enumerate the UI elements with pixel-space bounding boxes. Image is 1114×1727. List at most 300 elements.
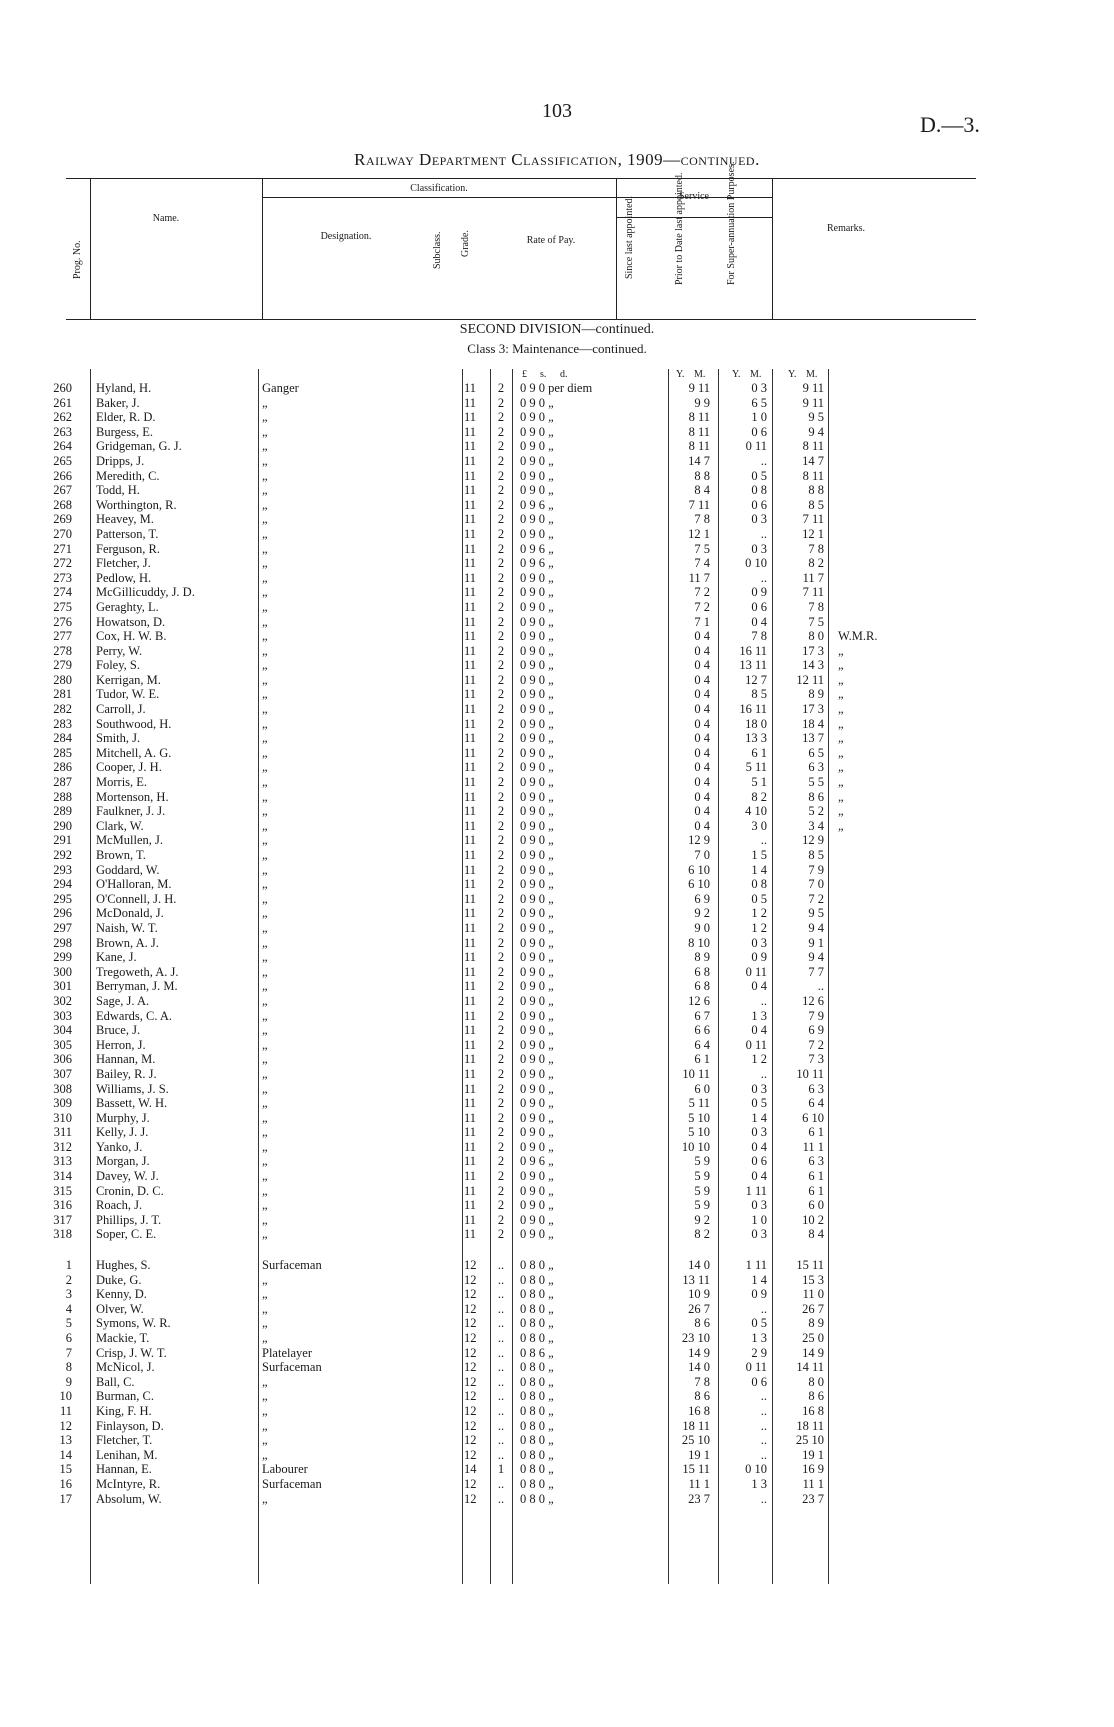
designation-cell: „	[262, 920, 268, 935]
table-row	[0, 1213, 1114, 1228]
superannuation-cell: 14 3	[802, 658, 824, 673]
prog-no-cell: 316	[53, 1198, 72, 1213]
superannuation-cell: 15 3	[802, 1272, 824, 1287]
designation-cell: „	[262, 1066, 268, 1081]
designation-cell: „	[262, 599, 268, 614]
employee-name-cell: Hyland, H.	[96, 381, 152, 395]
employee-name-cell: Mortenson, H.	[96, 789, 169, 804]
superannuation-cell: 12 1	[802, 526, 824, 541]
employee-name-cell: Hannan, E.	[96, 1462, 152, 1477]
prog-no-cell: 15	[59, 1462, 72, 1477]
table-row	[0, 673, 1114, 688]
subclass-cell: 11	[464, 512, 477, 527]
table-row	[0, 1125, 1114, 1140]
subclass-cell: 11	[464, 1081, 477, 1096]
prior-to-date-cell: 0 6	[751, 1374, 767, 1389]
prior-to-date-cell: 0 8	[751, 483, 767, 498]
employee-name-cell: Naish, W. T.	[96, 920, 158, 935]
prog-no-cell: 3	[65, 1287, 72, 1302]
prior-to-date-cell: 0 3	[751, 541, 767, 556]
table-row	[0, 746, 1114, 761]
rate-of-pay-cell: 0 9 0 „	[520, 1023, 554, 1038]
prog-no-cell: 295	[53, 891, 72, 906]
table-row	[0, 396, 1114, 411]
since-last-appointed-cell: 5 9	[694, 1183, 710, 1198]
table-row	[0, 848, 1114, 863]
subclass-cell: 11	[464, 891, 477, 906]
table-row	[0, 498, 1114, 513]
table-row	[0, 1346, 1114, 1361]
page-title: Railway Department Classification, 1909—continued.	[354, 150, 760, 169]
grade-cell: 2	[497, 1125, 505, 1140]
prior-to-date-cell: 0 11	[745, 1037, 767, 1052]
grade-cell: 2	[497, 1227, 505, 1242]
prog-no-cell: 1	[65, 1258, 72, 1273]
grade-cell: 2	[497, 395, 505, 410]
table-row	[0, 425, 1114, 440]
subclass-cell: 11	[464, 833, 477, 848]
subclass-cell: 11	[464, 1212, 477, 1227]
table-row	[0, 527, 1114, 542]
employee-name-cell: Goddard, W.	[96, 862, 160, 877]
rate-of-pay-cell: 0 8 0 „	[520, 1316, 554, 1331]
designation-cell: „	[262, 1301, 268, 1316]
grade-cell: 2	[497, 658, 505, 673]
remarks-cell: „	[838, 643, 844, 658]
subclass-cell: 11	[464, 731, 477, 746]
designation-header: Designation.	[320, 231, 372, 242]
superannuation-cell: 7 8	[808, 599, 824, 614]
superannuation-cell: 10 2	[802, 1212, 824, 1227]
grade-cell: 2	[497, 453, 505, 468]
prior-to-date-cell: 1 3	[751, 1008, 767, 1023]
grade-cell: 2	[497, 833, 505, 848]
since-last-appointed-cell: 8 11	[688, 439, 710, 454]
subclass-cell: 11	[464, 439, 477, 454]
employee-name-cell: Worthington, R.	[96, 497, 177, 512]
rate-of-pay-cell: 0 9 0 „	[520, 410, 554, 425]
table-row	[0, 906, 1114, 921]
superannuation-cell: 9 4	[808, 950, 824, 965]
table-row	[0, 658, 1114, 673]
designation-cell: „	[262, 395, 268, 410]
subclass-cell: 12	[464, 1403, 477, 1418]
designation-cell: „	[262, 614, 268, 629]
prior-date-header: Prior to Date last appointed.	[674, 172, 685, 285]
prog-no-cell: 270	[53, 526, 72, 541]
since-last-appointed-cell: 7 5	[694, 541, 710, 556]
since-last-appointed-cell: 12 1	[688, 526, 710, 541]
employee-name-cell: Cooper, J. H.	[96, 760, 162, 775]
since-last-appointed-cell: 5 9	[694, 1198, 710, 1213]
superannuation-cell: 6 9	[808, 1023, 824, 1038]
employee-name-cell: Brown, T.	[96, 848, 146, 862]
prog-no-cell: 14	[59, 1447, 72, 1462]
rate-of-pay-cell: 0 9 6 „	[520, 556, 554, 571]
designation-cell: „	[262, 1331, 268, 1345]
rate-of-pay-cell: 0 9 0 „	[520, 585, 554, 600]
grade-cell: 2	[497, 1037, 505, 1052]
designation-cell: „	[262, 1491, 268, 1506]
employee-name-cell: Clark, W.	[96, 818, 144, 833]
prior-to-date-cell: ..	[760, 833, 767, 848]
table-row	[0, 512, 1114, 527]
employee-name-cell: Heavey, M.	[96, 512, 154, 527]
subclass-cell: 12	[464, 1476, 477, 1491]
table-row	[0, 644, 1114, 659]
rate-of-pay-cell: 0 8 0 „	[520, 1476, 554, 1491]
since-last-appointed-cell: 6 6	[694, 1023, 710, 1038]
designation-cell: „	[262, 702, 268, 717]
subclass-cell: 11	[464, 993, 477, 1008]
superannuation-cell: 5 5	[808, 775, 824, 790]
designation-cell: „	[262, 424, 268, 439]
prior-to-date-cell: 8 5	[751, 687, 767, 702]
employee-name-cell: Lenihan, M.	[96, 1447, 158, 1462]
since-last-appointed-cell: 0 4	[694, 789, 710, 804]
since-last-appointed-cell: 6 4	[694, 1037, 710, 1052]
designation-cell: „	[262, 1169, 268, 1184]
grade-cell: 2	[497, 381, 505, 395]
employee-name-cell: Kane, J.	[96, 950, 137, 965]
prior-to-date-cell: ..	[760, 1491, 767, 1506]
superannuation-cell: 8 9	[808, 1316, 824, 1331]
prog-no-cell: 297	[53, 920, 72, 935]
grade-cell: 2	[497, 483, 505, 498]
rate-of-pay-cell: 0 9 0 „	[520, 716, 554, 731]
designation-cell: Ganger	[262, 381, 299, 395]
remarks-cell: „	[838, 760, 844, 775]
class-title: Class 3: Maintenance—continued.	[467, 341, 647, 356]
rate-of-pay-cell: 0 9 0 „	[520, 570, 554, 585]
prog-no-cell: 315	[53, 1183, 72, 1198]
prog-no-cell: 278	[53, 643, 72, 658]
employee-name-cell: Southwood, H.	[96, 716, 172, 731]
prog-no-cell: 298	[53, 935, 72, 950]
employee-name-cell: McDonald, J.	[96, 906, 164, 921]
table-row	[0, 1462, 1114, 1477]
rate-of-pay-cell: 0 9 0 „	[520, 512, 554, 527]
prog-no-cell: 314	[53, 1169, 72, 1184]
since-last-appointed-cell: 6 10	[688, 877, 710, 892]
prog-no-cell: 292	[53, 848, 72, 862]
unit-pounds: £	[522, 369, 527, 380]
superannuation-cell: 9 5	[808, 410, 824, 425]
designation-cell: „	[262, 833, 268, 848]
designation-cell: „	[262, 804, 268, 819]
superannuation-cell: 18 4	[802, 716, 824, 731]
prog-no-cell: 293	[53, 862, 72, 877]
since-last-appointed-cell: 9 2	[694, 1212, 710, 1227]
subclass-cell: 11	[464, 526, 477, 541]
subclass-cell: 11	[464, 1052, 477, 1067]
prior-to-date-cell: 0 9	[751, 950, 767, 965]
employee-name-cell: Gridgeman, G. J.	[96, 439, 182, 454]
remarks-cell: „	[838, 789, 844, 804]
superannuation-cell: 14 9	[802, 1345, 824, 1360]
superannuation-cell: 7 0	[808, 877, 824, 892]
designation-cell: „	[262, 410, 268, 425]
since-last-appointed-cell: 0 4	[694, 716, 710, 731]
table-row	[0, 1038, 1114, 1053]
prog-no-cell: 301	[53, 979, 72, 994]
designation-cell: „	[262, 1389, 268, 1404]
since-last-appointed-cell: 7 2	[694, 599, 710, 614]
rate-of-pay-cell: 0 9 0 „	[520, 1227, 554, 1242]
unit-months-2: M.	[750, 369, 762, 380]
subclass-cell: 11	[464, 1169, 477, 1184]
table-row	[0, 1169, 1114, 1184]
prog-no-cell: 313	[53, 1154, 72, 1169]
since-last-appointed-cell: 7 11	[688, 497, 710, 512]
table-row	[0, 1477, 1114, 1492]
remarks-cell: „	[838, 716, 844, 731]
employee-name-cell: Cronin, D. C.	[96, 1183, 164, 1198]
grade-cell: 2	[497, 1198, 505, 1213]
prior-to-date-cell: 0 6	[751, 1154, 767, 1169]
grade-cell: 1	[497, 1462, 505, 1477]
since-last-appointed-cell: 10 11	[682, 1066, 710, 1081]
designation-cell: „	[262, 1154, 268, 1169]
grade-cell: 2	[497, 570, 505, 585]
prog-no-cell: 299	[53, 950, 72, 965]
superannuation-cell: 8 11	[802, 468, 824, 483]
table-row	[0, 1227, 1114, 1242]
table-row	[0, 687, 1114, 702]
prog-no-cell: 280	[53, 672, 72, 687]
rate-of-pay-cell: 0 9 0 „	[520, 848, 554, 862]
rate-of-pay-cell: 0 8 0 „	[520, 1301, 554, 1316]
grade-cell: 2	[497, 687, 505, 702]
rate-of-pay-cell: 0 9 0 „	[520, 1125, 554, 1140]
subclass-cell: 14	[464, 1462, 477, 1477]
since-last-appointed-cell: 13 11	[682, 1272, 710, 1287]
prog-no-cell: 294	[53, 877, 72, 892]
table-row	[0, 1404, 1114, 1419]
grade-cell: ..	[497, 1345, 505, 1360]
subclass-cell: 11	[464, 410, 477, 425]
subclass-cell: 11	[464, 1096, 477, 1111]
rate-of-pay-cell: 0 9 0 „	[520, 629, 554, 644]
since-last-appointed-cell: 10 9	[688, 1287, 710, 1302]
grade-cell: 2	[497, 877, 505, 892]
designation-cell: „	[262, 643, 268, 658]
since-last-appointed-cell: 5 10	[688, 1110, 710, 1125]
subclass-cell: 11	[464, 1154, 477, 1169]
designation-cell: „	[262, 570, 268, 585]
grade-cell: 2	[497, 1183, 505, 1198]
table-row	[0, 702, 1114, 717]
grade-cell: 2	[497, 891, 505, 906]
prog-no-cell: 288	[53, 789, 72, 804]
since-last-appointed-cell: 15 11	[682, 1462, 710, 1477]
rate-of-pay-cell: 0 8 0 „	[520, 1447, 554, 1462]
employee-name-cell: McMullen, J.	[96, 833, 164, 848]
since-last-appointed-cell: 0 4	[694, 745, 710, 760]
superannuation-cell: 7 3	[808, 1052, 824, 1067]
prior-to-date-cell: ..	[760, 1403, 767, 1418]
unit-shillings: s.	[540, 369, 547, 380]
rate-of-pay-cell: 0 8 0 „	[520, 1287, 554, 1302]
grade-cell: ..	[497, 1272, 505, 1287]
designation-cell: „	[262, 906, 268, 921]
employee-name-cell: Bailey, R. J.	[96, 1066, 157, 1081]
superannuation-cell: 12 11	[796, 672, 824, 687]
since-last-appointed-cell: 7 8	[694, 1374, 710, 1389]
rate-of-pay-cell: 0 8 0 „	[520, 1418, 554, 1433]
prog-no-cell: 12	[59, 1418, 72, 1433]
since-last-appointed-cell: 25 10	[681, 1433, 710, 1448]
superannuation-cell: 14 7	[802, 453, 824, 468]
remarks-cell: „	[838, 672, 844, 687]
prior-to-date-cell: 0 3	[751, 1227, 767, 1242]
prog-no-cell: 5	[65, 1316, 72, 1331]
subclass-header: Subclass.	[432, 231, 443, 269]
designation-cell: „	[262, 453, 268, 468]
prog-no-cell: 275	[53, 599, 72, 614]
prior-to-date-cell: 6 5	[751, 395, 767, 410]
designation-cell: „	[262, 1433, 268, 1448]
table-row	[0, 833, 1114, 848]
grade-cell: 2	[497, 614, 505, 629]
designation-cell: „	[262, 1023, 268, 1038]
table-row	[0, 1096, 1114, 1111]
table-row	[0, 1009, 1114, 1024]
employee-name-cell: Carroll, J.	[96, 702, 146, 717]
superannuation-cell: 26 7	[802, 1301, 824, 1316]
prog-no-cell: 307	[53, 1066, 72, 1081]
designation-cell: „	[262, 877, 268, 892]
grade-cell: 2	[497, 993, 505, 1008]
rate-of-pay-cell: 0 9 0 „	[520, 1037, 554, 1052]
grade-cell: 2	[497, 979, 505, 994]
since-last-appointed-cell: 14 0	[688, 1258, 710, 1273]
table-row	[0, 483, 1114, 498]
superannuation-cell: 12 6	[802, 993, 824, 1008]
employee-name-cell: McNicol, J.	[96, 1360, 155, 1375]
employee-name-cell: Yanko, J.	[96, 1139, 143, 1154]
prog-no-cell: 260	[53, 381, 72, 395]
rate-of-pay-cell: 0 8 0 „	[520, 1272, 554, 1287]
prog-no-cell: 6	[65, 1331, 72, 1345]
rate-of-pay-cell: 0 9 6 „	[520, 1154, 554, 1169]
table-row	[0, 615, 1114, 630]
designation-cell: „	[262, 1227, 268, 1242]
employee-name-cell: King, F. H.	[96, 1403, 152, 1418]
superannuation-cell: 6 1	[808, 1183, 824, 1198]
since-last-header: Since last appointed.	[624, 195, 635, 279]
prog-no-cell: 279	[53, 658, 72, 673]
subclass-cell: 11	[464, 716, 477, 731]
subclass-cell: 11	[464, 453, 477, 468]
employee-name-cell: Duke, G.	[96, 1272, 142, 1287]
subclass-cell: 11	[464, 804, 477, 819]
table-row	[0, 1287, 1114, 1302]
designation-cell: „	[262, 468, 268, 483]
designation-cell: „	[262, 512, 268, 527]
designation-cell: „	[262, 439, 268, 454]
grade-cell: 2	[497, 1212, 505, 1227]
superannuation-cell: 9 4	[808, 920, 824, 935]
employee-name-cell: Bruce, J.	[96, 1023, 141, 1038]
prog-no-cell: 269	[53, 512, 72, 527]
table-row	[0, 790, 1114, 805]
employee-name-cell: Kenny, D.	[96, 1287, 147, 1302]
employee-name-cell: Meredith, C.	[96, 468, 160, 483]
since-last-appointed-cell: 5 11	[688, 1096, 710, 1111]
grade-cell: 2	[497, 439, 505, 454]
rate-of-pay-cell: 0 9 0 „	[520, 395, 554, 410]
table-row	[0, 454, 1114, 469]
subclass-cell: 11	[464, 1125, 477, 1140]
designation-cell: „	[262, 818, 268, 833]
division-title: SECOND DIVISION—continued.	[459, 322, 655, 337]
table-row	[0, 775, 1114, 790]
prog-no-cell: 277	[53, 629, 72, 644]
subclass-cell: 11	[464, 541, 477, 556]
designation-cell: „	[262, 687, 268, 702]
employee-name-cell: Kelly, J. J.	[96, 1125, 149, 1140]
prior-to-date-cell: 1 5	[751, 848, 767, 862]
prior-to-date-cell: 0 10	[745, 1462, 767, 1477]
prior-to-date-cell: 0 3	[751, 512, 767, 527]
rate-of-pay-cell: 0 9 0 „	[520, 439, 554, 454]
prior-to-date-cell: 1 2	[751, 920, 767, 935]
designation-cell: „	[262, 964, 268, 979]
designation-cell: „	[262, 1403, 268, 1418]
table-row	[0, 1331, 1114, 1346]
subclass-cell: 12	[464, 1272, 477, 1287]
rate-of-pay-cell: 0 9 0 „	[520, 614, 554, 629]
prog-no-cell: 265	[53, 453, 72, 468]
grade-cell: 2	[497, 1139, 505, 1154]
rate-of-pay-cell: 0 9 0 „	[520, 731, 554, 746]
prog-no-cell: 271	[53, 541, 72, 556]
since-last-appointed-cell: 8 6	[694, 1389, 710, 1404]
prior-to-date-cell: 16 11	[739, 643, 767, 658]
rate-of-pay-cell: 0 9 0 „	[520, 1052, 554, 1067]
subclass-cell: 11	[464, 702, 477, 717]
grade-cell: 2	[497, 950, 505, 965]
employee-name-cell: Murphy, J.	[96, 1110, 150, 1125]
prior-to-date-cell: 0 4	[751, 1023, 767, 1038]
table-row	[0, 1184, 1114, 1199]
name-header: Name.	[152, 213, 180, 224]
superannuation-cell: 6 1	[808, 1125, 824, 1140]
table-row	[0, 571, 1114, 586]
employee-name-cell: Tudor, W. E.	[96, 687, 160, 702]
prog-no-cell: 285	[53, 745, 72, 760]
superannuation-cell: 8 11	[802, 439, 824, 454]
prog-no-cell: 303	[53, 1008, 72, 1023]
table-row	[0, 950, 1114, 965]
grade-cell: 2	[497, 964, 505, 979]
employee-name-cell: Williams, J. S.	[96, 1081, 169, 1096]
grade-cell: 2	[497, 1081, 505, 1096]
designation-cell: „	[262, 1272, 268, 1287]
table-row	[0, 1198, 1114, 1213]
designation-cell: Platelayer	[262, 1345, 312, 1360]
superannuation-cell: 8 0	[808, 1374, 824, 1389]
designation-cell: „	[262, 1374, 268, 1389]
designation-cell: „	[262, 1110, 268, 1125]
superannuation-cell: 7 8	[808, 541, 824, 556]
subclass-cell: 11	[464, 570, 477, 585]
table-row	[0, 1302, 1114, 1317]
designation-cell: „	[262, 541, 268, 556]
table-row	[0, 892, 1114, 907]
subclass-cell: 11	[464, 1227, 477, 1242]
